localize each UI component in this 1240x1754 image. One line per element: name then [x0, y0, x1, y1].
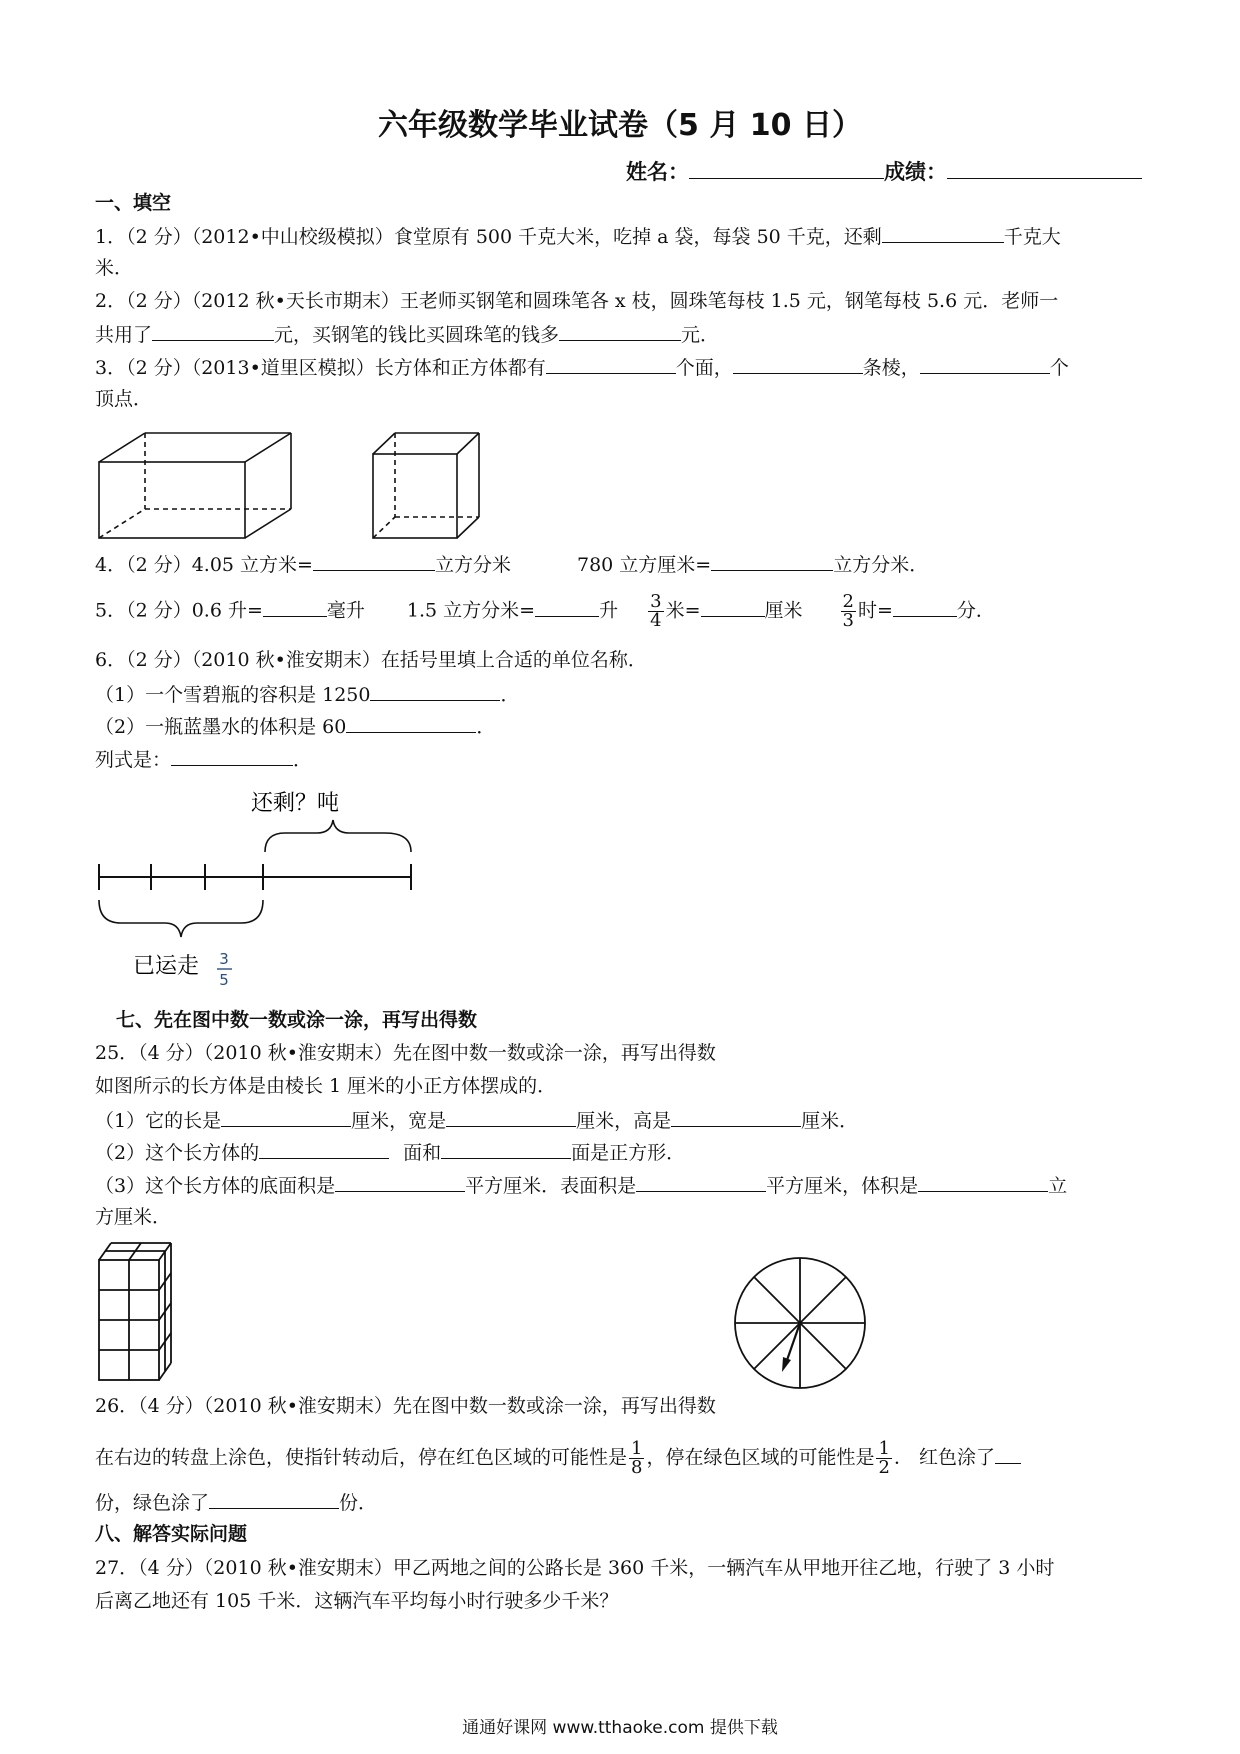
- answer-blank[interactable]: [701, 596, 765, 617]
- question-2: 2．（2 分）（2012 秋•天长市期末）王老师买钢笔和圆珠笔各 x 枝，圆珠笔每枝 1.5 元，钢笔每枝 5.6 元．老师一: [95, 290, 1059, 312]
- question-1: [95, 222, 1061, 250]
- segment-diagram: [95, 775, 435, 990]
- text: 厘米，宽是: [351, 1110, 447, 1132]
- answer-blank[interactable]: [441, 1138, 571, 1159]
- answer-blank[interactable]: [882, 222, 1004, 243]
- fraction-denominator: 8: [631, 1457, 643, 1478]
- answer-blank[interactable]: [995, 1443, 1021, 1464]
- text: 平方厘米．表面积是: [465, 1175, 637, 1197]
- text: 立方分米: [434, 554, 511, 576]
- fraction-denominator: 3: [842, 610, 854, 631]
- remaining-label: 还剩？吨: [250, 791, 340, 816]
- text: ．: [293, 749, 313, 771]
- answer-blank[interactable]: [221, 1106, 351, 1127]
- text: （1）一个雪碧瓶的容积是 1250: [95, 684, 371, 706]
- text: 厘米．: [801, 1110, 859, 1132]
- text: 厘米，高是: [576, 1110, 672, 1132]
- text: ．: [500, 684, 520, 706]
- fraction-numerator: 3: [650, 591, 662, 612]
- transported-fraction-numerator: 3: [219, 950, 229, 968]
- cuboid-and-cube-figure: [95, 430, 565, 545]
- text: 份．: [339, 1492, 378, 1514]
- name-label: 姓名：: [626, 160, 689, 184]
- question-27: 27．（4 分）（2010 秋•淮安期末）甲乙两地之间的公路长是 360 千米，一辆汽车从甲地开往乙地，行驶了 3 小时: [95, 1557, 1055, 1579]
- question-25: 25．（4 分）（2010 秋•淮安期末）先在图中数一数或涂一涂，再写出得数: [95, 1042, 716, 1064]
- question-25-sub1: [95, 1106, 858, 1134]
- fraction-numerator: 1: [631, 1438, 643, 1459]
- answer-blank[interactable]: [346, 712, 476, 733]
- text: 在右边的转盘上涂色，使指针转动后，停在红色区域的可能性是: [95, 1446, 628, 1469]
- text: 条棱，: [862, 357, 920, 379]
- text: （1）它的长是: [95, 1110, 222, 1132]
- answer-blank[interactable]: [370, 680, 500, 701]
- text: 列式是：: [95, 749, 172, 771]
- section-7-heading: 七、先在图中数一数或涂一涂，再写出得数: [116, 1009, 478, 1031]
- text: 元，买钢笔的钱比买圆珠笔的钱多: [274, 324, 560, 346]
- fraction-denominator: 2: [878, 1457, 890, 1478]
- text: 780 立方厘米=: [577, 554, 712, 576]
- footer-text: 通通好课网 www.tthaoke.com 提供下载: [462, 1718, 778, 1738]
- text: 份，绿色涂了: [95, 1492, 210, 1514]
- question-25-sub3: [95, 1171, 1067, 1199]
- question-25-sub2: [95, 1138, 685, 1166]
- page-title: 六年级数学毕业试卷（5 月 10 日）: [378, 108, 862, 143]
- text: 共用了: [95, 324, 153, 346]
- answer-blank[interactable]: [259, 1138, 389, 1159]
- question-1-line2: 米．: [95, 257, 134, 279]
- question-26-line2: [95, 1488, 377, 1516]
- fraction-denominator: 4: [650, 610, 662, 631]
- section-8-heading: 八、解答实际问题: [95, 1523, 248, 1545]
- question-27-line2: 后离乙地还有 105 千米．这辆汽车平均每小时行驶多少千米？: [95, 1590, 619, 1612]
- text: ． 红色涂了: [893, 1446, 995, 1469]
- question-25-sub3-line2: 方厘米．: [95, 1206, 172, 1228]
- text: 毫升: [326, 599, 365, 622]
- question-5: [95, 593, 995, 630]
- top-brace: [265, 820, 411, 852]
- score-label: 成绩：: [884, 160, 947, 184]
- answer-blank[interactable]: [671, 1106, 801, 1127]
- text: 4．（2 分）4.05 立方米=: [95, 554, 313, 576]
- text: ．: [476, 716, 496, 738]
- fraction-numerator: 2: [842, 591, 854, 612]
- question-26-body: [95, 1440, 1021, 1477]
- answer-blank[interactable]: [920, 353, 1050, 374]
- fraction: [876, 1440, 891, 1477]
- text: 立: [1048, 1175, 1068, 1197]
- fraction: [841, 593, 856, 630]
- text: （3）这个长方体的底面积是: [95, 1175, 336, 1197]
- answer-blank[interactable]: [636, 1171, 766, 1192]
- text: 3．（2 分）（2013•道里区模拟）长方体和正方体都有: [95, 357, 546, 379]
- text: 升: [599, 599, 619, 622]
- fraction: [629, 1440, 644, 1477]
- score-blank[interactable]: [947, 158, 1142, 179]
- bottom-brace: [99, 900, 263, 937]
- fraction: [648, 593, 663, 630]
- question-6-sub2: [95, 712, 495, 740]
- cube-drawing: [373, 433, 479, 538]
- transported-label: 已运走: [133, 954, 200, 979]
- answer-blank[interactable]: [918, 1171, 1048, 1192]
- question-1-text: 1．（2 分）（2012•中山校级模拟）食堂原有 500 千克大米，吃掉 a 袋，每袋 50 千克，还剩: [95, 226, 882, 248]
- text: 个面，: [675, 357, 733, 379]
- text: 米=: [665, 599, 701, 622]
- question-2-line2: [95, 320, 719, 348]
- text: ，停在绿色区域的可能性是: [646, 1446, 875, 1469]
- spinner-figure[interactable]: [732, 1255, 872, 1395]
- answer-blank[interactable]: [446, 1106, 576, 1127]
- stacked-cubes-figure: [95, 1240, 195, 1385]
- text: 时=: [857, 599, 893, 622]
- question-26: 26．（4 分）（2010 秋•淮安期末）先在图中数一数或涂一涂，再写出得数: [95, 1395, 716, 1417]
- question-1-tail: 千克大: [1003, 226, 1061, 248]
- text: 个: [1049, 357, 1069, 379]
- answer-blank[interactable]: [559, 320, 681, 341]
- formula-line: [95, 745, 312, 773]
- answer-blank[interactable]: [313, 550, 435, 571]
- answer-blank[interactable]: [152, 320, 274, 341]
- answer-blank[interactable]: [733, 353, 863, 374]
- fraction-numerator: 1: [878, 1438, 890, 1459]
- pointer-arrow-icon: [782, 1357, 791, 1372]
- question-3-line2: 顶点．: [95, 388, 153, 410]
- text: （2）一瓶蓝墨水的体积是 60: [95, 716, 347, 738]
- text: 立方分米．: [833, 554, 929, 576]
- answer-blank[interactable]: [546, 353, 676, 374]
- text: （2）这个长方体的: [95, 1142, 260, 1164]
- answer-blank[interactable]: [171, 745, 293, 766]
- answer-blank[interactable]: [263, 596, 327, 617]
- name-blank[interactable]: [689, 158, 884, 179]
- text: 平方厘米，体积是: [766, 1175, 919, 1197]
- section-1-heading: 一、填空: [95, 192, 172, 214]
- answer-blank[interactable]: [535, 596, 599, 617]
- answer-blank[interactable]: [893, 596, 957, 617]
- question-25-desc: 如图所示的长方体是由棱长 1 厘米的小正方体摆成的．: [95, 1075, 557, 1097]
- answer-blank[interactable]: [209, 1488, 339, 1509]
- question-6-sub1: [95, 680, 520, 708]
- name-score-row: [626, 158, 1142, 185]
- question-4: [95, 550, 928, 578]
- text: 元．: [681, 324, 720, 346]
- transported-fraction-denominator: 5: [219, 971, 229, 989]
- text: 面和: [403, 1142, 442, 1164]
- answer-blank[interactable]: [335, 1171, 465, 1192]
- question-6: 6．（2 分）（2010 秋•淮安期末）在括号里填上合适的单位名称．: [95, 649, 647, 671]
- question-3: [95, 353, 1069, 381]
- text: 1.5 立方分米=: [406, 599, 536, 622]
- text: 厘米: [764, 599, 803, 622]
- text: 面是正方形．: [571, 1142, 686, 1164]
- cuboid-drawing: [99, 433, 291, 538]
- text: 分．: [956, 599, 995, 622]
- answer-blank[interactable]: [711, 550, 833, 571]
- text: 5．（2 分）0.6 升=: [95, 599, 263, 622]
